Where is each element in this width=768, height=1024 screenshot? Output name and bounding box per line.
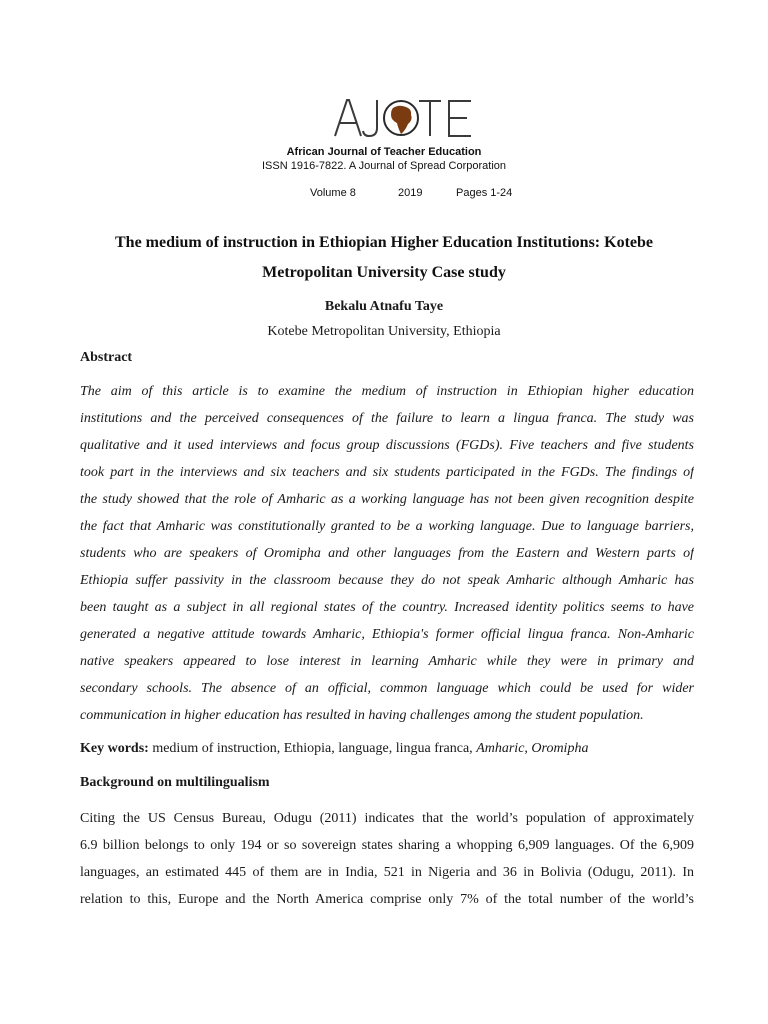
keywords-label: Key words:: [80, 741, 149, 756]
journal-pages: Pages 1-24: [456, 187, 513, 199]
abstract-line: students who are speakers of Oromipha and other languages from the Eastern and Western parts of: [80, 546, 694, 561]
journal-year: 2019: [398, 187, 423, 199]
keywords-italic: Amharic, Oromipha: [476, 741, 589, 756]
abstract-line: qualitative and it used interviews and focus group discussions (FGDs). Five teachers and five students: [80, 438, 694, 453]
abstract-line: The aim of this article is to examine the medium of instruction in Ethiopian higher education: [80, 384, 694, 399]
author-affiliation: Kotebe Metropolitan University, Ethiopia: [267, 324, 501, 339]
abstract-line: secondary schools. The absence of an official, common language which could be used for wider: [80, 681, 694, 696]
article-title: [70, 228, 698, 288]
abstract-line: the fact that Amharic was constitutionally granted to be a working language. Due to language barriers,: [80, 519, 694, 534]
section-heading: Background on multilingualism: [80, 775, 270, 790]
section-body: [80, 805, 694, 913]
ajote-logo-graphic: [333, 96, 475, 138]
body-line: 6.9 billion belongs to only 194 or so sovereign states sharing a whopping 6,909 languages. Of the 6,909: [80, 838, 694, 853]
abstract-line: been taught as a subject in all regional states of the country. Increased identity politics seems to have: [80, 600, 694, 615]
abstract-line: communication in higher education has resulted in having challenges among the student population.: [80, 708, 644, 723]
abstract-line: native speakers appeared to lose interest in learning Amharic while they were in primary and: [80, 654, 694, 669]
keywords-plain: medium of instruction, Ethiopia, language, lingua franca,: [148, 741, 477, 756]
body-line: languages, an estimated 445 of them are in India, 521 in Nigeria and 36 in Bolivia (Odugu, 2011). In: [80, 865, 694, 880]
journal-volume: Volume 8: [310, 187, 356, 199]
journal-issn: ISSN 1916-7822. A Journal of Spread Corporation: [262, 160, 506, 172]
abstract-heading: Abstract: [80, 350, 133, 365]
body-line: relation to this, Europe and the North America comprise only 7% of the total number of the world’s: [80, 892, 694, 907]
body-line: Citing the US Census Bureau, Odugu (2011) indicates that the world’s population of approximately: [80, 811, 694, 826]
article-author: Bekalu Atnafu Taye: [324, 299, 444, 314]
abstract-line: the study showed that the role of Amharic as a working language has not been given recognition despite: [80, 492, 694, 507]
abstract-body: [80, 378, 694, 729]
article-title-line: Metropolitan University Case study: [262, 264, 506, 281]
keywords: [80, 741, 694, 757]
article-title-line: The medium of instruction in Ethiopian Higher Education Institutions: Kotebe: [115, 234, 653, 251]
abstract-line: generated a negative attitude towards Amharic, Ethiopia's former official lingua franca. Non-Amharic: [80, 627, 694, 642]
abstract-line: institutions and the perceived consequences of the failure to learn a lingua franca. The study was: [80, 411, 694, 426]
abstract-line: Ethiopia suffer passivity in the classroom because they do not speak Amharic although Amharic has: [80, 573, 694, 588]
journal-logo: [333, 96, 475, 138]
journal-name: African Journal of Teacher Education: [286, 146, 482, 158]
abstract-line: took part in the interviews and six teachers and six students participated in the FGDs. The findings of: [80, 465, 694, 480]
